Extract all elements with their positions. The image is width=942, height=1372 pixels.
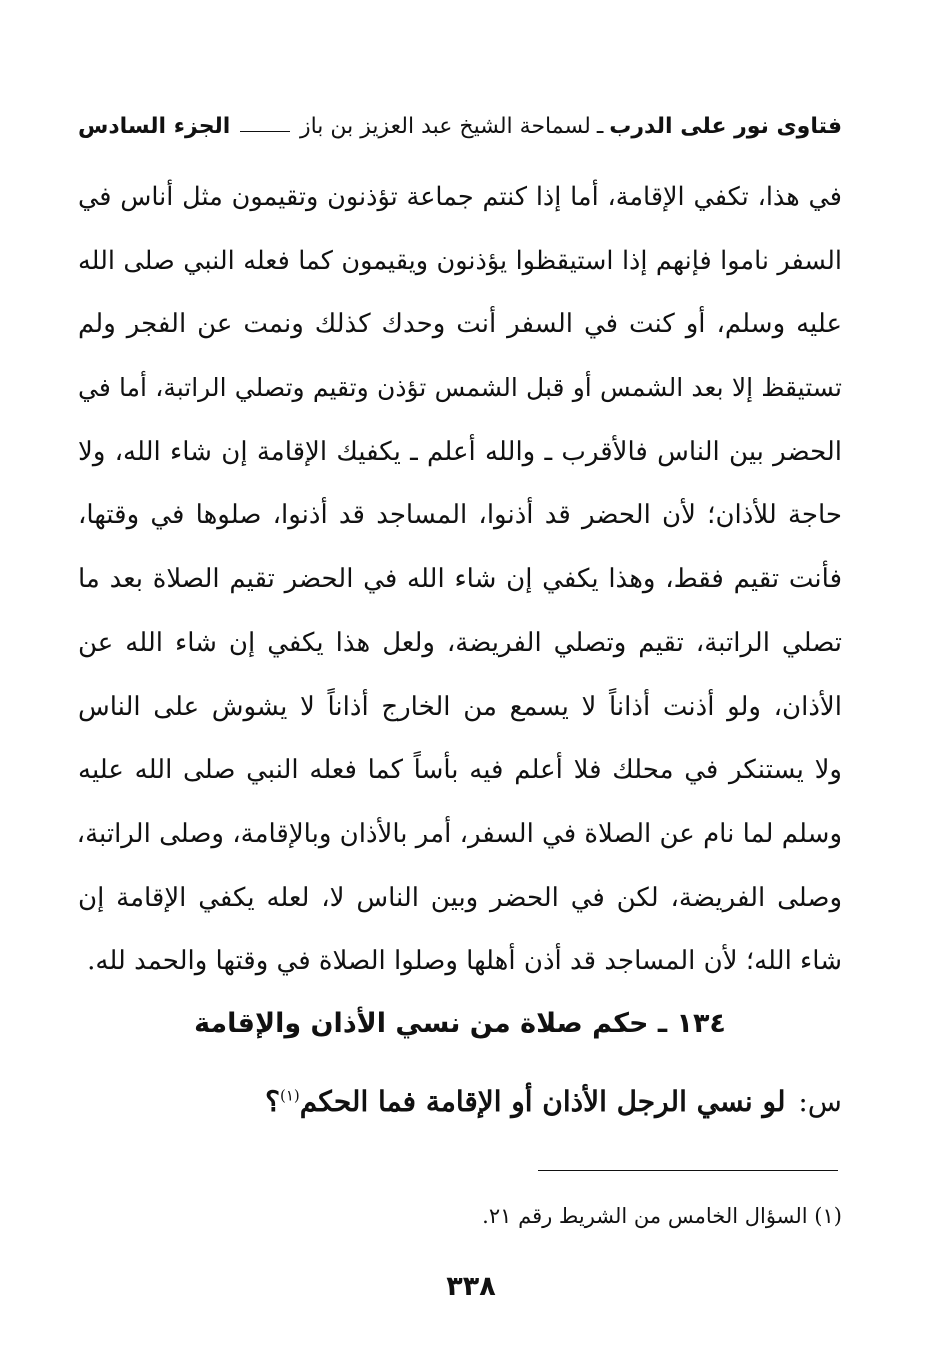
- text-line: السفر ناموا فإنهم إذا استيقظوا يؤذنون ويقيمون كما فعله النبي صلى الله: [78, 245, 842, 276]
- text-line: تصلي الراتبة، تقيم وتصلي الفريضة، ولعل هذا يكفي إن شاء الله عن: [78, 627, 842, 658]
- body-text: [78, 170, 842, 998]
- text-line: شاء الله؛ لأن المساجد قد أذن أهلها وصلوا الصلاة في وقتها والحمد لله.: [87, 946, 842, 977]
- page-number: ٣٣٨: [446, 1271, 496, 1302]
- footnote: (١) السؤال الخامس من الشريط رقم ٢١.: [482, 1204, 842, 1228]
- question-label: س:: [798, 1085, 842, 1118]
- volume-label: الجزء السادس: [78, 113, 231, 139]
- text-line: الحضر بين الناس فالأقرب ـ والله أعلم ـ يكفيك الإقامة إن شاء الله، ولا: [78, 436, 842, 467]
- text-line: في هذا، تكفي الإقامة، أما إذا كنتم جماعة تؤذنون وتقيمون مثل أناس في: [78, 182, 842, 212]
- text-line: تستيقظ إلا بعد الشمس أو قبل الشمس تؤذن وتقيم وتصلي الراتبة، أما في: [78, 373, 842, 403]
- footnote-divider: [538, 1170, 838, 1171]
- running-header: [78, 108, 842, 144]
- question-text: لو نسي الرجل الأذان أو الإقامة فما الحكم: [299, 1085, 786, 1118]
- header-separator: ـ: [596, 113, 604, 139]
- text-line: وصلى الفريضة، لكن في الحضر وبين الناس لا، لعله يكفي الإقامة إن: [78, 882, 842, 913]
- header-rule: [240, 131, 290, 132]
- book-title: فتاوى نور على الدرب: [609, 113, 842, 139]
- footnote-reference[interactable]: (١): [279, 1086, 300, 1105]
- text-line: فأنت تقيم فقط، وهذا يكفي إن شاء الله في الحضر تقيم الصلاة بعد ما: [78, 564, 842, 595]
- text-line: الأذان، ولو أذنت أذاناً لا يسمع من الخارج أذاناً لا يشوش على الناس: [78, 691, 842, 722]
- text-line: حاجة للأذان؛ لأن الحضر قد أذنوا، المساجد قد أذنوا، صلوها في وقتها،: [78, 500, 842, 531]
- question-mark: ؟: [265, 1085, 280, 1118]
- question: [78, 1072, 842, 1132]
- section-heading: ١٣٤ ـ حكم صلاة من نسي الأذان والإقامة: [194, 1008, 726, 1039]
- text-line: ولا يستنكر في محلك فلا أعلم فيه بأساً كما فعله النبي صلى الله عليه: [78, 755, 842, 786]
- text-line: وسلم لما نام عن الصلاة في السفر، أمر بالأذان وبالإقامة، وصلى الراتبة،: [76, 818, 842, 849]
- author-name: لسماحة الشيخ عبد العزيز بن باز: [299, 113, 591, 139]
- text-line: عليه وسلم، أو كنت في السفر أنت وحدك كذلك ونمت عن الفجر ولم: [78, 309, 842, 340]
